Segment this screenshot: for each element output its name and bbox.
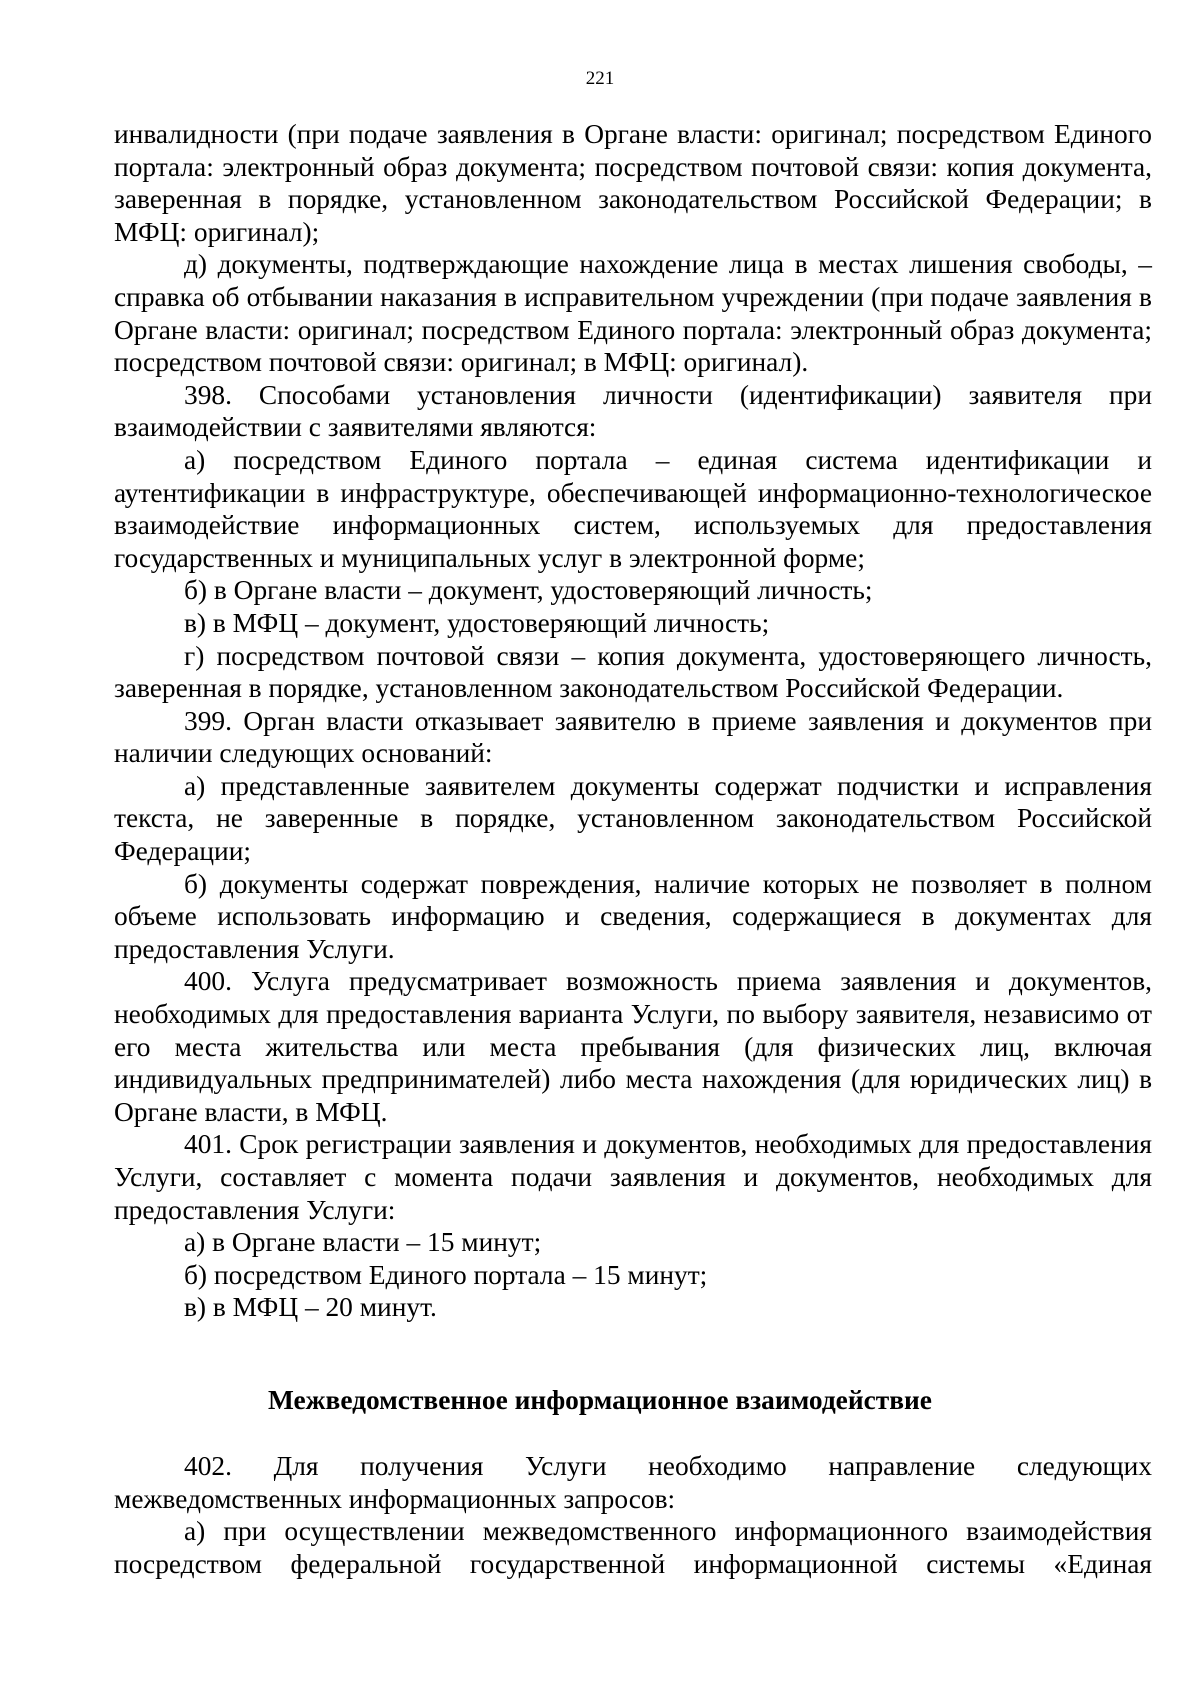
paragraph-402: 402. Для получения Услуги необходимо направление следующих межведомственных информационных запросов: — [114, 1451, 1152, 1514]
paragraph-398-v: в) в МФЦ – документ, удостоверяющий личность; — [184, 607, 770, 638]
paragraph-400: 400. Услуга предусматривает возможность приема заявления и документов, необходимых для предоставления варианта Услуги, по выбору заявителя, независимо от его места жительства или места пребывания (для физических лиц, включая индивидуальных предпринимателей) либо места нахождения (для юридических лиц) в Органе власти, в МФЦ. — [114, 966, 1152, 1127]
paragraph-continuation: инвалидности (при подаче заявления в Органе власти: оригинал; посредством Единого портала: электронный образ документа; посредством почтовой связи: копия документа, заверенная в порядке, установленном законодательством Российской Федерации; в МФЦ: оригинал); — [114, 119, 1152, 247]
document-body — [114, 118, 1152, 1324]
paragraph-398: 398. Способами установления личности (идентификации) заявителя при взаимодействии с заявителями являются: — [114, 379, 1152, 443]
paragraph-401-v: в) в МФЦ – 20 минут. — [184, 1292, 437, 1323]
section-heading: Межведомственное информационное взаимодействие — [268, 1385, 932, 1415]
paragraph-399-b: б) документы содержат повреждения, наличие которых не позволяет в полном объеме использовать информацию и сведения, содержащиеся в документах для предоставления Услуги. — [114, 868, 1152, 964]
paragraph-398-b: б) в Органе власти – документ, удостоверяющий личность; — [184, 575, 873, 606]
paragraph-item-d: д) документы, подтверждающие нахождение лица в местах лишения свободы, – справка об отбывании наказания в исправительном учреждении (при подаче заявления в Органе власти: оригинал; посредством Единого портала: электронный образ документа; посредством почтовой связи: оригинал; в МФЦ: оригинал). — [114, 249, 1152, 378]
paragraph-398-a: а) посредством Единого портала – единая система идентификации и аутентификации в инфраструктуре, обеспечивающей информационно-технологическое взаимодействие информационных систем, используемых для предоставления государственных и муниципальных услуг в электронной форме; — [114, 444, 1152, 573]
paragraph-399-a: а) представленные заявителем документы содержат подчистки и исправления текста, не заверенные в порядке, установленном законодательством Российской Федерации; — [114, 770, 1152, 867]
paragraph-401: 401. Срок регистрации заявления и документов, необходимых для предоставления Услуги, составляет с момента подачи заявления и документов, необходимых для предоставления Услуги: — [114, 1129, 1152, 1225]
paragraph-401-b: б) посредством Единого портала – 15 минут; — [184, 1259, 708, 1290]
paragraph-402-a: а) при осуществлении межведомственного информационного взаимодействия посредством федеральной государственной информационной системы «Единая — [114, 1516, 1152, 1579]
paragraph-399: 399. Орган власти отказывает заявителю в приеме заявления и документов при наличии следующих оснований: — [114, 705, 1152, 769]
page-number: 221 — [585, 68, 615, 89]
document-body-continued — [114, 1450, 1152, 1580]
paragraph-398-g: г) посредством почтовой связи – копия документа, удостоверяющего личность, заверенная в порядке, установленном законодательством Российской Федерации. — [114, 640, 1152, 704]
paragraph-401-a: а) в Органе власти – 15 минут; — [184, 1227, 542, 1258]
